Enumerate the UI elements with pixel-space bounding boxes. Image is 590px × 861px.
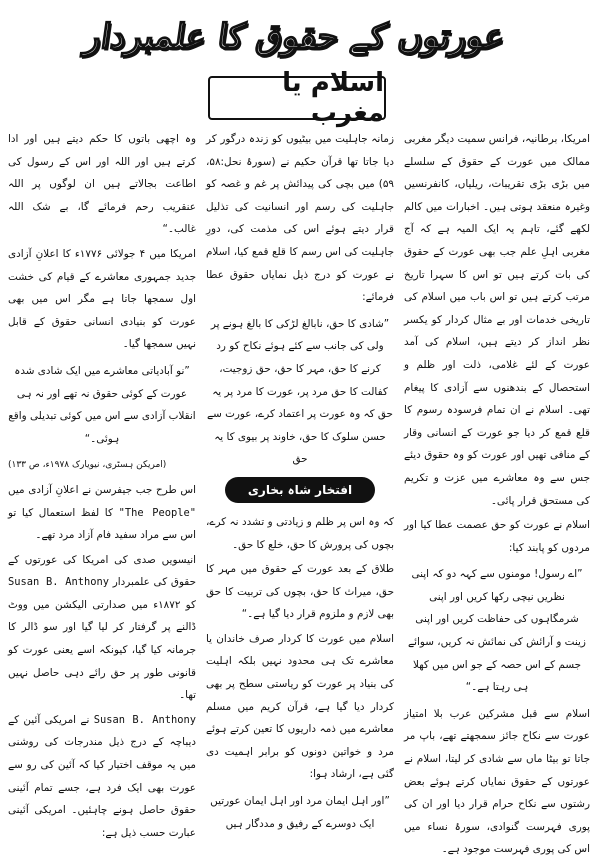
quote: ”اے رسول! مومنوں سے کہہ دو کہ اپنی نظریں نیچی رکھا کریں اور اپنی شرمگاہوں کی حفاظت کریں اور اپنی زینت و آرائش کی نمائش نہ کریں، سوائے جسم کے اس حصہ کے جو اس میں کھلا ہی رہتا ہے۔“ xyxy=(408,568,586,694)
article-title: اسلام یا مغرب xyxy=(282,68,384,128)
paragraph: اسلام میں عورت کا کردار صرف خاندان یا معاشرے تک ہی محدود نہیں بلکہ اہلیت کی بنیاد پر عورت کو ریاستی سطح پر بھی کردار دیا گیا ہے، قرآن کریم میں مسلم معاشرے میں ذمہ داریوں کا تعین کرتے ہوئے مرد و خواتین دونوں کو برابر اہمیت دی گئی ہے، ارشاد ہوا: xyxy=(206,632,394,781)
citation: (امریکن ہسٹری، نیویارک ۱۹۷۸ء، ص ۱۳۳) xyxy=(8,460,167,471)
paragraph: اسلام نے عورت کو حق عصمت عطا کیا اور مردوں کو پابند کیا: xyxy=(404,519,590,554)
latin-name: Susan B. Anthony xyxy=(93,713,196,726)
quote: ”نو آبادیاتی معاشرے میں ایک شادی شدہ عورت کے کوئی حقوق نہ تھے اور نہ ہی انقلاب آزادی سے اس میں کوئی تبدیلی واقع ہوئی۔“ xyxy=(8,364,196,445)
paragraph: امریکا میں ۴ جولائی ۱۷۷۶ء کا اعلانِ آزادی جدید جمہوری معاشرے کے قیام کی خشت اول سمجھا جاتا ہے مگر اس میں بھی عورت کو بنیادی انسانی حقوق کے قابل نہیں سمجھا گیا۔ xyxy=(8,247,196,351)
latin-name: Susan B. Anthony xyxy=(8,576,109,589)
column-middle xyxy=(206,128,394,830)
paragraph-text: نے امریکی آئین کے دیباچہ کے درج ذیل مندرجات کی روشنی میں یہ موقف اختیار کیا کہ آئین کی رو سے عورت بھی ایک فرد ہے، جسے تمام آئینی حقوق حاصل ہونے چاہئیں۔ امریکی آئینی عبارت حسب ذیل ہے: xyxy=(8,713,196,839)
paragraph: طلاق کے بعد عورت کے حقوق میں مہر کا حق، میراث کا حق، بچوں کی تربیت کا حق بھی لازم و ملزوم قرار دیا گیا ہے۔“ xyxy=(206,563,394,621)
paragraph xyxy=(8,549,196,707)
paragraph: کہ وہ اس پر ظلم و زیادتی و تشدد نہ کرے، بچوں کی پرورش کا حق، خلع کا حق۔ xyxy=(206,515,394,551)
author-byline xyxy=(225,477,375,503)
paragraph-text: انیسویں صدی کی امریکا کی عورتوں کے حقوق کی علمبردار xyxy=(8,553,196,589)
column-right xyxy=(403,128,590,856)
banner-title: عورتوں کے حقوق کا علمبردار xyxy=(82,16,508,57)
paragraph-text: کو ۱۸۷۲ء میں صدارتی الیکشن میں ووٹ ڈالنے پر گرفتار کر لیا گیا اور سو ڈالر کا جرمانہ کیا گیا، کیونکہ اسے یعنی عورت کو قانونی طور پر حق رائے دہی حاصل نہیں تھا۔ xyxy=(8,598,197,702)
header-banner xyxy=(0,0,590,72)
paragraph: وہ اچھی باتوں کا حکم دیتے ہیں اور ادا کرتے ہیں اور اللہ اور اس کے رسول کی اطاعت بجالاتے ہیں ان لوگوں پر اللہ عنقریب رحم فرمائے گا، بے شک اللہ غالب۔“ xyxy=(8,133,196,236)
quote: ”شادی کا حق، نابالغ لڑکی کا بالغ ہونے پر ولی کی جانب سے کئے ہوئے نکاح کو رد کرنے کا حق، مہر کا حق، حق زوجیت، کفالت کا حق مرد پر، عورت کا مرد پر یہ حق کہ وہ عورت پر اعتماد کرے، عورت سے حسن سلوک کا حق، خاوند پر بیوی کا یہ حق xyxy=(207,317,393,466)
paragraph-text: اس طرح جب جیفرسن نے اعلانِ آزادی میں xyxy=(8,483,196,496)
column-left xyxy=(8,128,197,839)
paragraph: اسلام سے قبل مشرکین عرب بلا امتیاز عورت سے نکاح جائز سمجھتے تھے، باپ مر جاتا تو بیٹا ماں سے شادی کر لیتا، اسلام نے عورتوں کے حقوق نمایاں کرتے ہوئے بعض رشتوں سے نکاح حرام قرار دیا اور ان کی پوری فہرست گنوادی، سورۂ نساء میں اس کی پوری فہرست موجود ہے۔ xyxy=(404,707,590,856)
paragraph xyxy=(8,479,196,547)
latin-term: "The People" xyxy=(118,506,196,519)
article-title-box xyxy=(208,68,386,128)
paragraph: زمانہ جاہلیت میں بیٹیوں کو زندہ درگور کر دیا جاتا تھا قرآن حکیم نے (سورۂ نحل:۵۸، ۵۹) میں بچی کی پیدائش پر غم و غصہ کو جاہلیت کی رسم اور انسانیت کی تذلیل قرار دیتے ہوئے اس کی مذمت کی، دورِ جاہلیت کی اس رسم کا قلع قمع کیا، اسلام نے عورت کو درج ذیل نمایاں حقوق عطا فرمائے: xyxy=(206,133,394,304)
paragraph xyxy=(8,709,196,845)
author-name: افتخار شاہ بخاری xyxy=(247,482,353,497)
paragraph: امریکا، برطانیہ، فرانس سمیت دیگر مغربی ممالک میں عورت کے حقوق کے سلسلے میں بڑی بڑی تقریبات، ریلیاں، کانفرنسیں وغیرہ منعقد ہوتی ہیں۔ اخبارات میں کالم لکھے گئے، تاہم یہ ایک المیہ ہے کہ آج مغربی اہلِ علم جب بھی عورت کے حقوق کی بات کرتے ہیں تو اس کا سہرا تاریخ مرتب کرتے ہیں تو اس باب میں اسلام کی تاریخی خدمات اور بے مثال کردار کو یکسر نظر انداز کر دیتے ہیں، اسلام کی آمد عورت کے لئے غلامی، ذلت اور ظلم و استحصال کے بندھنوں سے آزادی کا پیغام تھی۔ اسلام نے ان تمام فرسودہ رسوم کا قلع قمع کر دیا جو عورت کے انسانی وقار کے منافی تھیں اور عورت کو وہ حقوق دیئے جس سے وہ معاشرے میں عزت و تکریم کی مستحق قرار پائی۔ xyxy=(403,133,590,507)
paragraph-text: کا لفظ استعمال کیا تو اس سے مراد سفید فام آزاد مرد تھے۔ xyxy=(8,506,196,542)
quote: ”اور اہل ایمان مرد اور اہل ایمان عورتیں ایک دوسرے کے رفیق و مددگار ہیں xyxy=(210,795,390,830)
